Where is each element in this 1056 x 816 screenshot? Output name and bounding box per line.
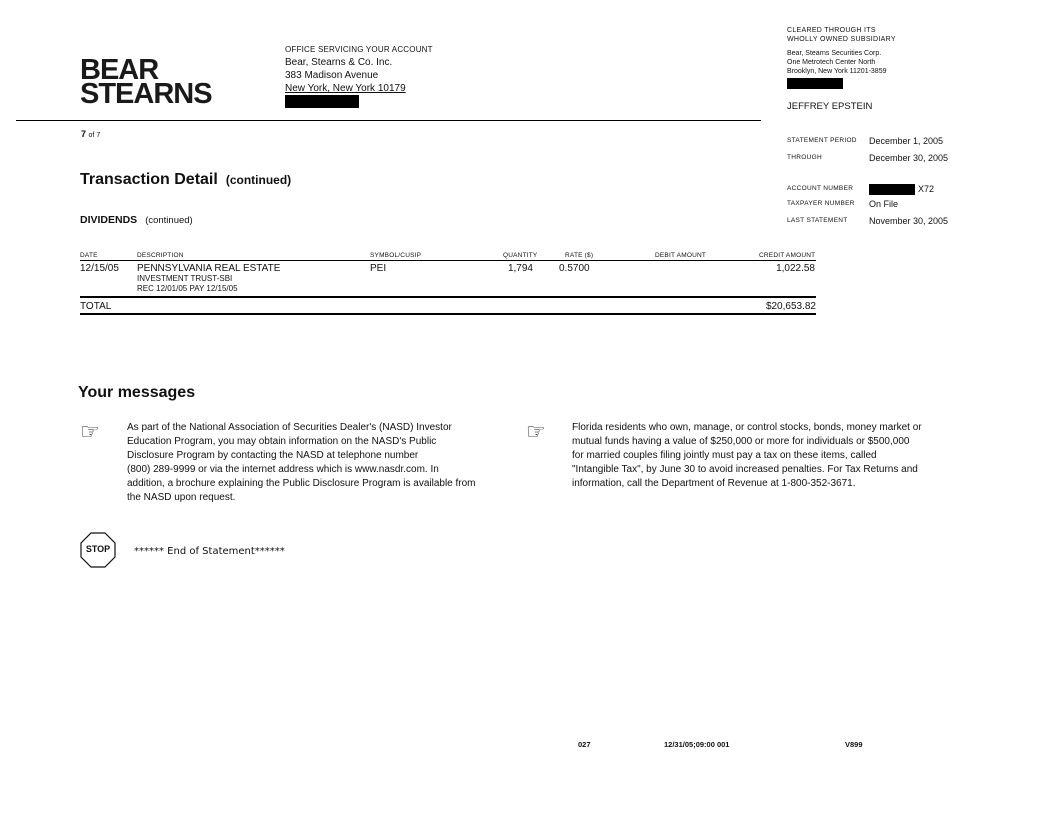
col-header-rate: RATE ($) [565,252,594,259]
total-value: $20,653.82 [765,301,816,312]
total-top-rule [80,296,816,298]
clearing-line-3: Brooklyn, New York 11201-3859 [787,68,887,75]
section-title: Transaction Detail [80,171,218,188]
row-quantity: 1,794 [507,263,533,274]
col-header-credit: CREDIT AMOUNT [759,252,816,259]
clearing-firm-block [787,26,896,89]
redaction-bar [787,78,843,89]
col-header-description: DESCRIPTION [137,252,184,259]
footer-code-2: 12/31/05;09:00 001 [664,740,730,749]
nasd-line-1: As part of the National Association of Securities Dealer's (NASD) Investor [127,422,452,433]
account-number-label: ACCOUNT NUMBER [787,185,854,192]
nasd-line-3: Disclosure Program by contacting the NASD at telephone number [127,450,419,461]
pointing-hand-icon: ☞ [80,419,100,444]
desc-line-2: INVESTMENT TRUST-SBI [137,274,233,283]
nasd-line-5: addition, a brochure explaining the Public Disclosure Program is available from [127,478,476,489]
last-statement-value: November 30, 2005 [869,216,949,226]
total-label: TOTAL [80,301,112,312]
messages-title: Your messages [78,384,196,401]
end-of-statement: ****** End of Statement****** [134,546,285,557]
logo-line-1: BEAR [80,54,159,86]
bear-stearns-logo [80,54,212,110]
logo-line-2: STEARNS [80,78,212,110]
page-title [80,171,291,189]
florida-tax-message [572,421,967,491]
taxpayer-value: On File [869,199,899,209]
dividends-continued: (continued) [145,215,193,226]
through-label: THROUGH [787,154,822,161]
cleared-label-1: CLEARED THROUGH ITS [787,27,876,34]
stop-sign-icon [80,532,116,568]
account-number-suffix: X72 [918,184,935,194]
dividends-label: DIVIDENDS [80,214,138,226]
total-bottom-rule [80,313,816,315]
header-divider [16,120,761,121]
statement-period-value: December 1, 2005 [869,136,944,146]
row-rate: 0.5700 [559,263,590,274]
last-statement-label: LAST STATEMENT [787,217,848,224]
florida-line-2: mutual funds having a value of $250,000 or more for individuals or $500,000 [572,436,910,447]
redaction-bar [285,95,359,108]
col-header-debit: DEBIT AMOUNT [655,252,707,259]
col-header-symbol: SYMBOL/CUSIP [370,252,422,259]
taxpayer-label: TAXPAYER NUMBER [787,200,855,207]
nasd-line-4: (800) 289-9999 or via the internet address which is www.nasdr.com. In [127,464,439,475]
nasd-message [127,421,517,505]
footer-code-1: 027 [578,740,591,749]
col-header-quantity: QUANTITY [503,252,538,259]
office-label: OFFICE SERVICING YOUR ACCOUNT [285,45,433,54]
cleared-label-2: WHOLLY OWNED SUBSIDIARY [787,36,896,43]
section-title-continued: (continued) [225,173,292,187]
row-date: 12/15/05 [80,263,119,274]
page-current: 7 [81,129,87,139]
office-line-1: Bear, Stearns & Co. Inc. [285,57,393,68]
office-line-2: 383 Madison Avenue [285,70,379,81]
section-subheading [80,214,193,226]
nasd-line-6: the NASD upon request. [127,492,236,503]
client-name: JEFFREY EPSTEIN [787,101,873,112]
row-symbol: PEI [370,263,387,274]
row-credit: 1,022.58 [776,263,815,274]
footer-code-3: V899 [845,740,863,749]
florida-line-5: information, call the Department of Revenue at 1-800-352-3671. [572,478,856,489]
table-header-rule [80,260,816,261]
redaction-bar [869,184,915,195]
desc-line-1: PENNSYLVANIA REAL ESTATE [137,263,281,274]
florida-line-3: for married couples filing jointly must pay a tax on these items, called [572,450,877,461]
desc-line-3: REC 12/01/05 PAY 12/15/05 [137,283,238,293]
pointing-hand-icon: ☞ [526,419,546,444]
florida-line-4: "Intangible Tax", by June 30 to avoid increased penalties. For Tax Returns and [572,464,918,475]
page-number [81,129,100,139]
clearing-line-1: Bear, Stearns Securities Corp. [787,50,882,57]
office-address-block [285,43,433,108]
page-of: of 7 [88,132,101,139]
clearing-line-2: One Metrotech Center North [787,59,876,66]
office-line-3: New York, New York 10179 [285,83,406,94]
stop-label: STOP [85,544,111,554]
row-description [137,263,280,293]
statement-period-label: STATEMENT PERIOD [787,137,857,144]
through-value: December 30, 2005 [869,153,949,163]
col-header-date: DATE [80,252,98,259]
florida-line-1: Florida residents who own, manage, or control stocks, bonds, money market or [572,422,922,433]
nasd-line-2: Education Program, you may obtain information on the NASD's Public [127,436,437,447]
